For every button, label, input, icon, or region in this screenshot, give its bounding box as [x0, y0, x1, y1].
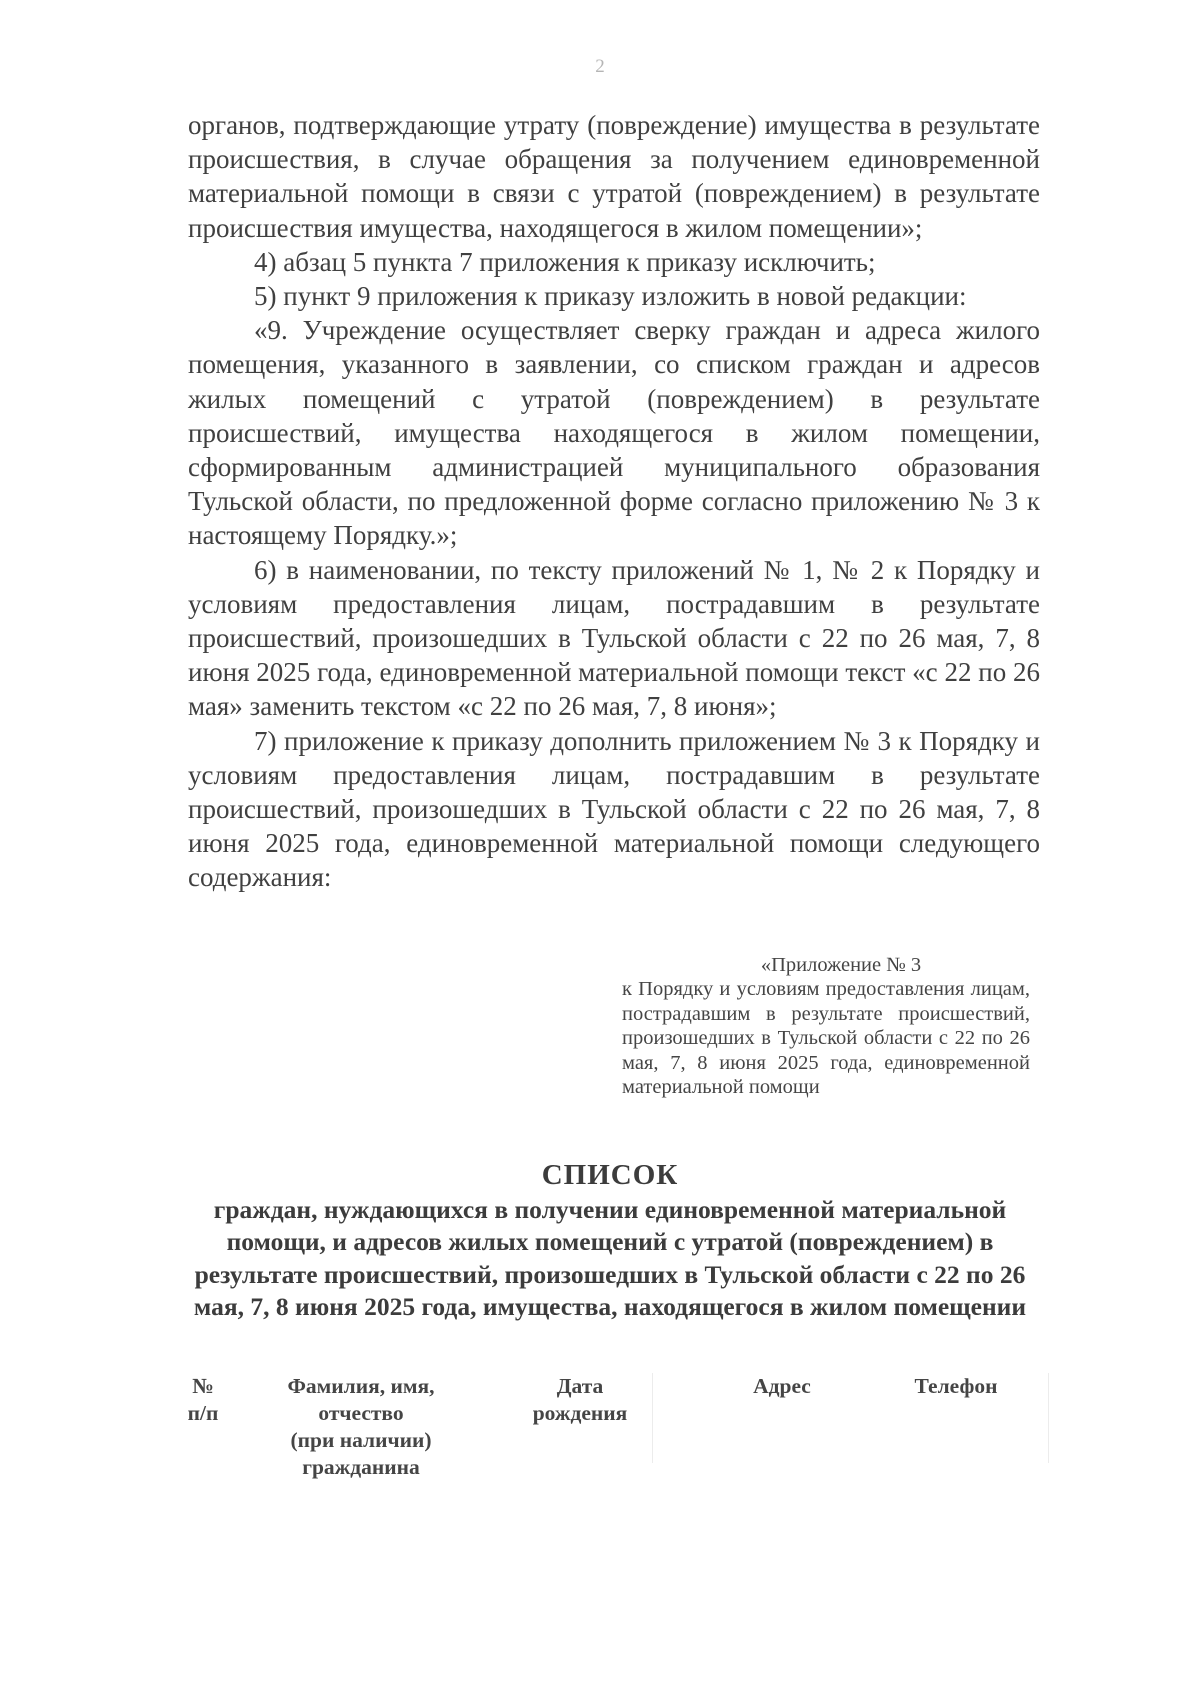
table-header	[186, 1373, 1046, 1479]
column-header-line: Адрес	[753, 1374, 811, 1398]
body-text	[188, 108, 1040, 895]
column-header-address	[722, 1373, 842, 1400]
column-header-line: п/п	[187, 1401, 219, 1425]
paragraph: 4) абзац 5 пункта 7 приложения к приказу исключить;	[254, 246, 876, 277]
column-header-line: гражданина	[302, 1455, 420, 1479]
appendix-title: «Приложение № 3	[760, 954, 922, 976]
paragraph: 6) в наименовании, по тексту приложений № 1, № 2 к Порядку и условиям предоставления лицам, пострадавшим в результате происшествий, произошедших в Тульской области с 22 по 26 мая, 7, 8 июня 2025 года, единовременной материальной помощи текст «с 22 по 26 мая» заменить текстом «с 22 по 26 мая, 7, 8 июня»;	[188, 554, 1040, 722]
column-divider	[1048, 1373, 1049, 1463]
column-header-line: №	[192, 1374, 214, 1398]
column-header-number	[186, 1373, 220, 1427]
list-heading	[170, 1156, 1050, 1324]
column-header-name	[248, 1373, 474, 1481]
column-header-line: Фамилия, имя, отчество	[287, 1374, 435, 1425]
list-subtitle: граждан, нуждающихся в получении единовременной материальной помощи, и адресов жилых помещений с утратой (повреждением) в результате происшествий, произошедших в Тульской области с 22 по 26 мая, 7, 8 июня 2025 года, имущества, находящегося в жилом помещении	[193, 1195, 1027, 1322]
appendix-text: к Порядку и условиям предоставления лицам, пострадавшим в результате происшествий, произошедших в Тульской области с 22 по 26 мая, 7, 8 июня 2025 года, единовременной материальной помощи	[622, 978, 1030, 1099]
column-header-line: Дата	[556, 1374, 604, 1398]
paragraph: «9. Учреждение осуществляет сверку граждан и адреса жилого помещения, указанного в заявлении, со списком граждан и адресов жилых помещений с утратой (повреждением) в результате происшествий, имущества находящегося в жилом помещении, сформированным администрацией муниципального образования Тульской области, по предложенной форме согласно приложению № 3 к настоящему Порядку.»;	[188, 315, 1040, 551]
column-header-birthdate	[530, 1373, 630, 1427]
column-header-line: (при наличии)	[290, 1428, 432, 1452]
column-header-line: рождения	[532, 1401, 628, 1425]
paragraph: 5) пункт 9 приложения к приказу изложить в новой редакции:	[254, 281, 967, 312]
column-divider	[652, 1373, 653, 1463]
list-title: СПИСОК	[541, 1159, 679, 1191]
column-header-line: Телефон	[914, 1374, 998, 1398]
paragraph: 7) приложение к приказу дополнить приложением № 3 к Порядку и условиям предоставления лицам, пострадавшим в результате происшествий, произошедших в Тульской области с 22 по 26 мая, 7, 8 июня 2025 года, единовременной материальной помощи следующего содержания:	[188, 725, 1040, 893]
appendix-reference	[622, 953, 1030, 1099]
paragraph: органов, подтверждающие утрату (повреждение) имущества в результате происшествия, в случае обращения за получением единовременной материальной помощи в связи с утратой (повреждением) в результате происшествия имущества, находящегося в жилом помещении»;	[188, 110, 1040, 243]
column-header-phone	[886, 1373, 1026, 1400]
page-number: 2	[595, 56, 605, 77]
